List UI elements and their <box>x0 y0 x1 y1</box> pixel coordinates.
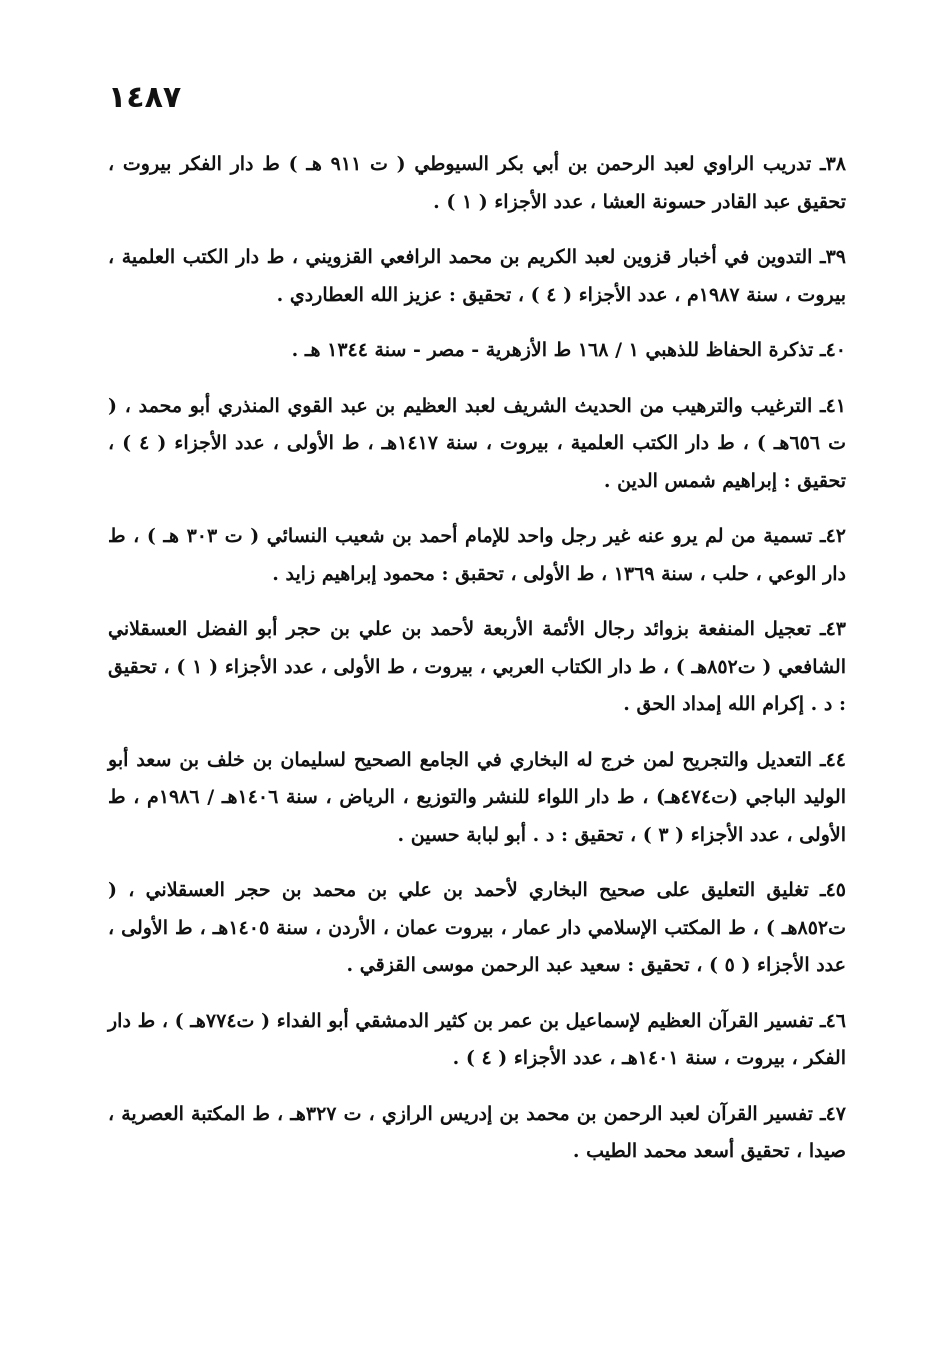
bibliography-entry: ٤٠ـ تذكرة الحفاظ للذهبي ١ / ١٦٨ ط الأزهرية - مصر - سنة ١٣٤٤ هـ . <box>291 339 846 361</box>
entry-text: تدريب الراوي لعبد الرحمن بن أبي بكر السيوطي ( ت ٩١١ هـ ) ط دار الفكر بيروت ، تحقيق عبد القادر حسونة العشا ، عدد الأجزاء ( ١ ) . <box>108 153 846 213</box>
entry-text: تذكرة الحفاظ للذهبي ١ / ١٦٨ ط الأزهرية - مصر - سنة ١٣٤٤ هـ . <box>291 339 814 361</box>
entry-text: التعديل والتجريح لمن خرج له البخاري في الجامع الصحيح لسليمان بن خلف بن سعد أبو الوليد الباجي (ت٤٧٤هـ) ، ط دار اللواء للنشر والتوزيع ، الرياض ، سنة ١٤٠٦هـ / ١٩٨٦م ، ط الأولى ، عدد الأجزاء ( ٣ ) ، تحقيق : د . أبو لبابة حسين . <box>108 748 846 846</box>
entry-number: ٤١ <box>825 394 847 417</box>
entry-number: ٣٩ <box>825 246 846 268</box>
bibliography-list <box>108 146 846 1189</box>
entry-number: ٤٧ <box>825 1102 846 1125</box>
entry-number: ٤٢ <box>825 525 846 547</box>
entry-text: تفسير القرآن لعبد الرحمن بن محمد بن إدريس الرازي ، ت ٣٢٧هـ ، ط المكتبة العصرية ، صيدا ، تحقيق أسعد محمد الطيب . <box>108 1102 846 1162</box>
bibliography-entry: ٤٢ـ تسمية من لم يرو عنه غير رجل واحد للإمام أحمد بن شعيب النسائي ( ت ٣٠٣ هـ ) ، ط دار الوعي ، حلب ، سنة ١٣٦٩ ، ط الأولى ، تحقبق : محمود إبراهيم زايد . <box>108 525 846 585</box>
entry-text: التدوين في أخبار قزوين لعبد الكريم بن محمد الرافعي القزويني ، ط دار الكتب العلمية ، بيروت ، سنة ١٩٨٧م ، عدد الأجزاء ( ٤ ) ، تحقيق : عزيز الله العطاردي . <box>108 246 846 306</box>
entry-number: ٤٠ <box>825 339 846 361</box>
entry-text: تفسير القرآن العظيم لإسماعيل بن عمر بن كثير الدمشقي أبو الفداء ( ت٧٧٤هـ ) ، ط دار الفكر ، بيروت ، سنة ١٤٠١هـ ، عدد الأجزاء ( ٤ ) . <box>108 1009 846 1069</box>
bibliography-entry: ٤١ـ الترغيب والترهيب من الحديث الشريف لعبد العظيم بن عبد القوي المنذري أبو محمد ، ( ت ٦٥٦هـ ) ، ط دار الكتب العلمية ، بيروت ، سنة ١٤١٧هـ ، ط الأولى ، عدد الأجزاء ( ٤ ) ، تحقيق : إبراهيم شمس الدين . <box>108 394 847 492</box>
bibliography-entry: ٣٨ـ تدريب الراوي لعبد الرحمن بن أبي بكر السيوطي ( ت ٩١١ هـ ) ط دار الفكر بيروت ، تحقيق عبد القادر حسونة العشا ، عدد الأجزاء ( ١ ) . <box>108 153 846 213</box>
entry-number: ٤٣ <box>825 618 846 640</box>
entry-text: تعجيل المنفعة بزوائد رجال الأئمة الأربعة لأحمد بن علي بن حجر أبو الفضل العسقلاني الشافعي ( ت٨٥٢هـ ) ، ط دار الكتاب العربي ، بيروت ، ط الأولى ، عدد الأجزاء ( ١ ) ، تحقيق : د . إكرام الله إمداد الحق . <box>108 618 847 715</box>
entry-number: ٣٨ <box>825 153 846 175</box>
entry-number: ٤٥ <box>825 879 846 901</box>
entry-text: تغليق التعليق على صحيح البخاري لأحمد بن علي بن محمد بن حجر العسقلاني ، ( ت٨٥٢هـ ) ، ط المكتب الإسلامي دار عمار ، بيروت عمان ، الأردن ، سنة ١٤٠٥هـ ، ط الأولى ، عدد الأجزاء ( ٥ ) ، تحقيق : سعيد عبد الرحمن موسى القزقي . <box>108 879 847 976</box>
entry-number: ٤٤ <box>825 748 846 771</box>
bibliography-entry: ٤٦ـ تفسير القرآن العظيم لإسماعيل بن عمر بن كثير الدمشقي أبو الفداء ( ت٧٧٤هـ ) ، ط دار الفكر ، بيروت ، سنة ١٤٠١هـ ، عدد الأجزاء ( ٤ ) . <box>108 1009 846 1069</box>
bibliography-entry: ٤٤ـ التعديل والتجريح لمن خرج له البخاري في الجامع الصحيح لسليمان بن خلف بن سعد أبو الوليد الباجي (ت٤٧٤هـ) ، ط دار اللواء للنشر والتوزيع ، الرياض ، سنة ١٤٠٦هـ / ١٩٨٦م ، ط الأولى ، عدد الأجزاء ( ٣ ) ، تحقيق : د . أبو لبابة حسين . <box>108 748 846 846</box>
entry-text: تسمية من لم يرو عنه غير رجل واحد للإمام أحمد بن شعيب النسائي ( ت ٣٠٣ هـ ) ، ط دار الوعي ، حلب ، سنة ١٣٦٩ ، ط الأولى ، تحقبق : محمود إبراهيم زايد . <box>108 525 846 585</box>
bibliography-entry: ٤٣ـ تعجيل المنفعة بزوائد رجال الأئمة الأربعة لأحمد بن علي بن حجر أبو الفضل العسقلاني الشافعي ( ت٨٥٢هـ ) ، ط دار الكتاب العربي ، بيروت ، ط الأولى ، عدد الأجزاء ( ١ ) ، تحقيق : د . إكرام الله إمداد الحق . <box>108 618 847 715</box>
entry-text: الترغيب والترهيب من الحديث الشريف لعبد العظيم بن عبد القوي المنذري أبو محمد ، ( ت ٦٥٦هـ ) ، ط دار الكتب العلمية ، بيروت ، سنة ١٤١٧هـ ، ط الأولى ، عدد الأجزاء ( ٤ ) ، تحقيق : إبراهيم شمس الدين . <box>108 394 846 492</box>
bibliography-entry: ٣٩ـ التدوين في أخبار قزوين لعبد الكريم بن محمد الرافعي القزويني ، ط دار الكتب العلمية ، بيروت ، سنة ١٩٨٧م ، عدد الأجزاء ( ٤ ) ، تحقيق : عزيز الله العطاردي . <box>108 246 846 306</box>
page-number: ١٤٨٧ <box>108 80 182 115</box>
bibliography-entry: ٤٧ـ تفسير القرآن لعبد الرحمن بن محمد بن إدريس الرازي ، ت ٣٢٧هـ ، ط المكتبة العصرية ، صيدا ، تحقيق أسعد محمد الطيب . <box>108 1102 846 1162</box>
bibliography-entry: ٤٥ـ تغليق التعليق على صحيح البخاري لأحمد بن علي بن محمد بن حجر العسقلاني ، ( ت٨٥٢هـ ) ، ط المكتب الإسلامي دار عمار ، بيروت عمان ، الأردن ، سنة ١٤٠٥هـ ، ط الأولى ، عدد الأجزاء ( ٥ ) ، تحقيق : سعيد عبد الرحمن موسى القزقي . <box>108 879 847 976</box>
entry-number: ٤٦ <box>825 1009 846 1032</box>
